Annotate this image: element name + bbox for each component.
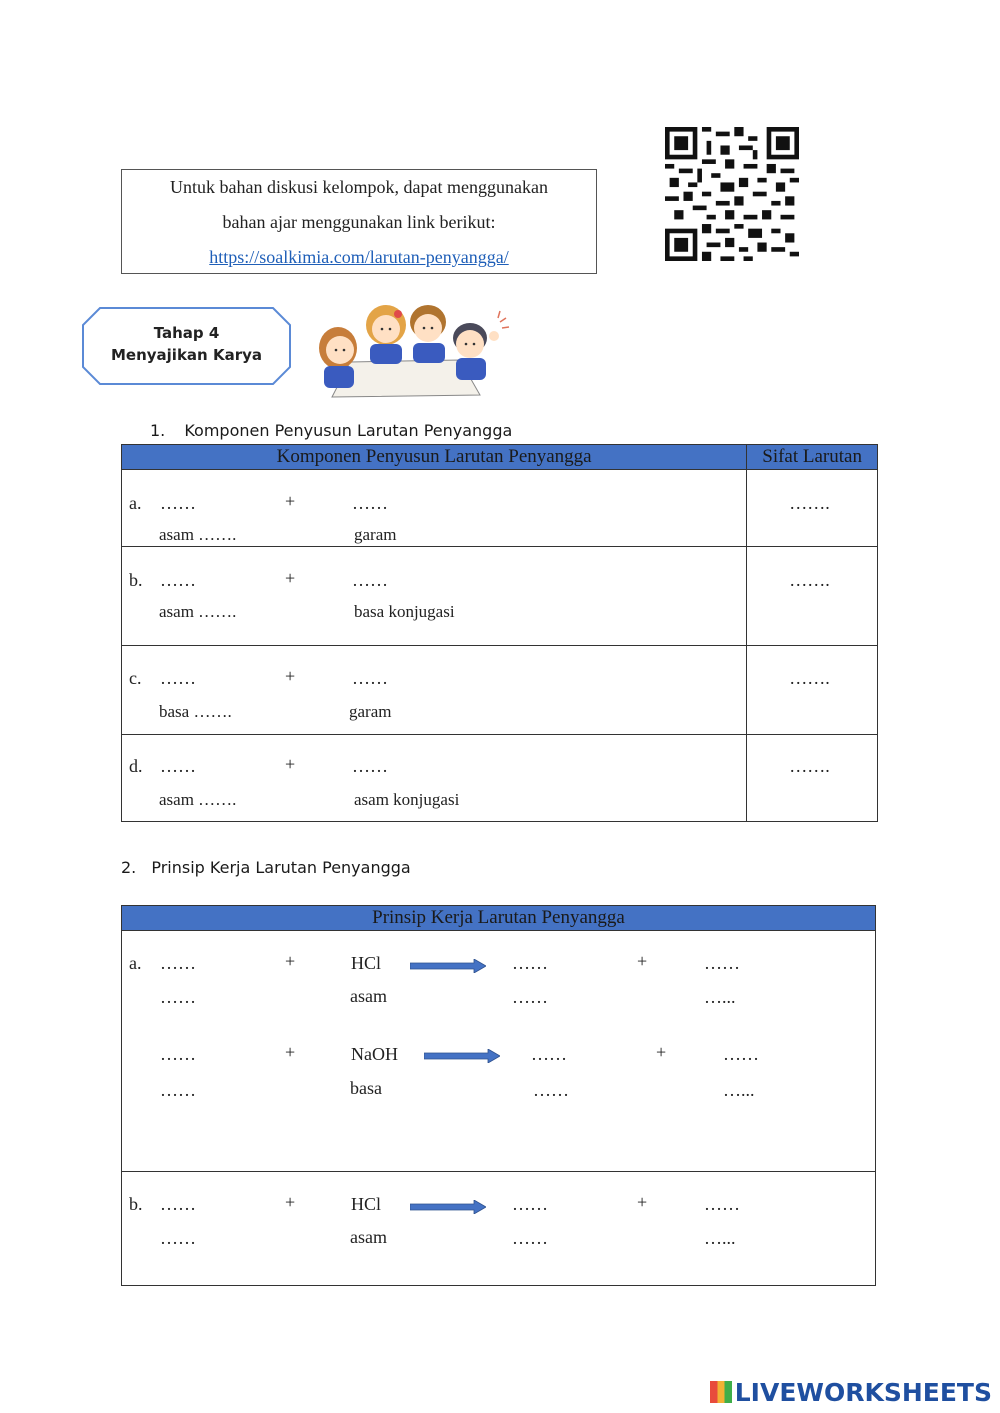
blank-input[interactable]: …… — [160, 756, 196, 776]
stage-label — [82, 322, 291, 366]
reactant-type-blank[interactable]: …… — [160, 987, 196, 1007]
reagent-type-label: asam — [350, 1227, 387, 1247]
section-2-title-text: Prinsip Kerja Larutan Penyangga — [151, 858, 411, 877]
reaction-arrow-icon — [424, 1049, 500, 1063]
product-blank[interactable]: …… — [531, 1044, 567, 1064]
component-label: garam — [349, 702, 392, 721]
blank-input[interactable]: …… — [160, 493, 196, 513]
product-type-blank[interactable]: …... — [723, 1080, 755, 1100]
qr-code-icon — [665, 127, 799, 261]
table-row — [122, 547, 878, 646]
row-letter: d. — [129, 756, 143, 776]
plus-sign: + — [637, 1192, 648, 1212]
plus-sign: + — [656, 1042, 667, 1062]
product-blank[interactable]: …… — [704, 1194, 740, 1214]
table-row — [122, 735, 878, 822]
blank-input[interactable]: …… — [160, 570, 196, 590]
component-label: asam konjugasi — [354, 790, 460, 809]
section-2-title — [121, 858, 411, 877]
blank-input[interactable]: …… — [352, 756, 388, 776]
plus-sign: + — [285, 1042, 296, 1062]
reagent-label: HCl — [351, 1194, 382, 1214]
stage-number: Tahap 4 — [153, 324, 220, 342]
product-blank[interactable]: …… — [723, 1044, 759, 1064]
section-1-title-text: Komponen Penyusun Larutan Penyangga — [184, 421, 513, 440]
reagent-type-label: basa — [350, 1078, 382, 1098]
table-row — [122, 646, 878, 735]
component-label: basa konjugasi — [354, 602, 455, 621]
product-blank[interactable]: …… — [512, 1194, 548, 1214]
component-label[interactable]: asam ……. — [159, 790, 237, 809]
info-line-2: bahan ajar menggunakan link berikut: — [222, 212, 496, 232]
table-row — [122, 931, 876, 1172]
logo-text: LIVEWORKSHEETS — [734, 1378, 992, 1407]
plus-sign: + — [637, 951, 648, 971]
table-row — [122, 1172, 876, 1286]
stage-name: Menyajikan Karya — [110, 346, 262, 364]
liveworksheets-logo — [710, 1378, 992, 1407]
principle-header: Prinsip Kerja Larutan Penyangga — [122, 906, 876, 931]
product-type-blank[interactable]: …… — [512, 1228, 548, 1248]
components-header: Komponen Penyusun Larutan Penyangga — [122, 445, 747, 470]
plus-sign: + — [285, 951, 296, 971]
component-label[interactable]: asam ……. — [159, 602, 237, 621]
info-line-1: Untuk bahan diskusi kelompok, dapat menggunakan — [170, 177, 548, 197]
product-blank[interactable]: …… — [512, 953, 548, 973]
blank-input[interactable]: …… — [352, 570, 388, 590]
reactant-blank[interactable]: …… — [160, 1044, 196, 1064]
component-label[interactable]: basa ……. — [159, 702, 232, 721]
blank-input[interactable]: …… — [352, 493, 388, 513]
material-link[interactable]: https://soalkimia.com/larutan-penyangga/ — [209, 247, 509, 267]
components-table — [121, 444, 878, 822]
sifat-blank[interactable]: ……. — [789, 668, 830, 688]
logo-mark-icon — [710, 1381, 732, 1403]
product-type-blank[interactable]: …... — [704, 987, 736, 1007]
plus-sign: + — [285, 1192, 296, 1212]
reagent-label: NaOH — [351, 1044, 398, 1064]
row-letter: c. — [129, 668, 142, 688]
sifat-blank[interactable]: ……. — [789, 756, 830, 776]
plus-sign: + — [285, 666, 296, 686]
reaction-arrow-icon — [410, 1200, 486, 1214]
reactant-type-blank[interactable]: …… — [160, 1080, 196, 1100]
component-label[interactable]: asam ……. — [159, 525, 237, 544]
info-box — [121, 169, 597, 274]
sifat-blank[interactable]: ……. — [789, 493, 830, 513]
reactant-type-blank[interactable]: …… — [160, 1228, 196, 1248]
sifat-blank[interactable]: ……. — [789, 570, 830, 590]
reaction-arrow-icon — [410, 959, 486, 973]
section-1-number: 1. — [150, 421, 166, 440]
reactant-blank[interactable]: …… — [160, 953, 196, 973]
row-letter: b. — [129, 1194, 143, 1214]
plus-sign: + — [285, 491, 296, 511]
reagent-label: HCl — [351, 953, 382, 973]
product-type-blank[interactable]: …… — [512, 987, 548, 1007]
blank-input[interactable]: …… — [160, 668, 196, 688]
plus-sign: + — [285, 568, 296, 588]
product-type-blank[interactable]: …… — [533, 1080, 569, 1100]
reagent-type-label: asam — [350, 986, 387, 1006]
product-type-blank[interactable]: …... — [704, 1228, 736, 1248]
principle-table — [121, 905, 876, 1286]
reactant-blank[interactable]: …… — [160, 1194, 196, 1214]
product-blank[interactable]: …… — [704, 953, 740, 973]
blank-input[interactable]: …… — [352, 668, 388, 688]
section-1-title — [150, 421, 512, 440]
section-2-number: 2. — [121, 858, 137, 877]
row-letter: a. — [129, 493, 142, 513]
row-letter: b. — [129, 570, 143, 590]
table-row — [122, 470, 878, 547]
component-label: garam — [354, 525, 397, 544]
row-letter: a. — [129, 953, 142, 973]
plus-sign: + — [285, 754, 296, 774]
sifat-header: Sifat Larutan — [747, 445, 878, 470]
students-illustration — [310, 300, 510, 400]
